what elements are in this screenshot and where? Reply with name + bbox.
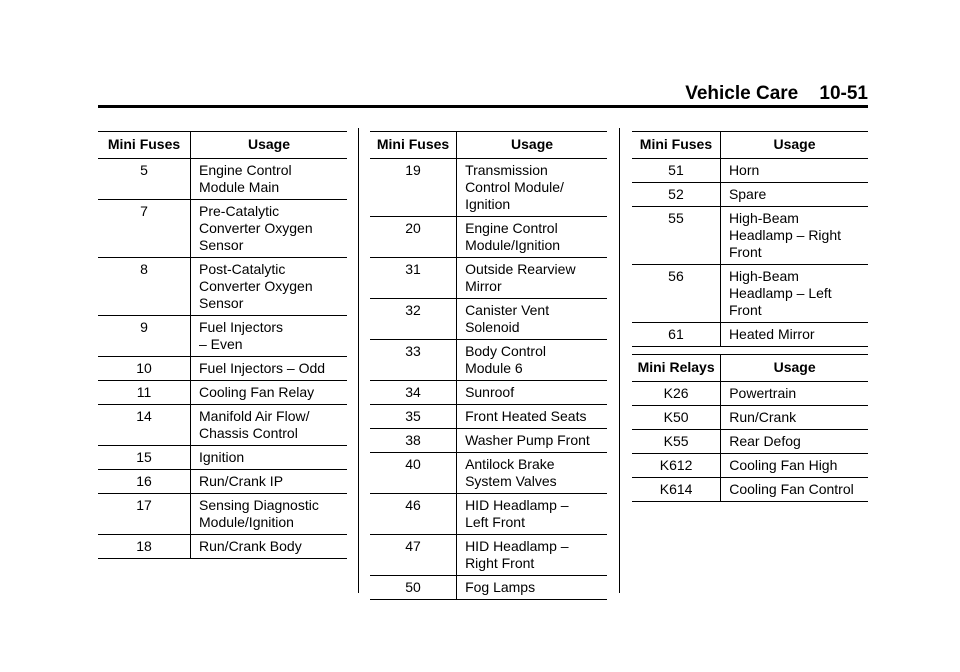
column-header-number: Mini Relays	[632, 355, 721, 382]
fuse-usage	[457, 494, 607, 535]
table-row	[370, 405, 607, 429]
column-header-usage: Usage	[191, 132, 348, 159]
usage-line: Front Heated Seats	[465, 408, 587, 424]
fuse-usage	[191, 494, 348, 535]
usage-line: Powertrain	[729, 385, 797, 401]
column-header-usage: Usage	[721, 355, 868, 382]
fuse-number: 20	[370, 217, 457, 258]
fuse-usage	[191, 446, 348, 470]
fuse-number: K612	[632, 454, 721, 478]
fuse-number: 56	[632, 265, 720, 323]
usage-line: Run/Crank IP	[199, 473, 284, 489]
fuse-usage	[720, 207, 868, 265]
usage-line: HID Headlamp –	[465, 497, 569, 513]
mini-fuses-table-3	[632, 131, 868, 347]
fuse-number: 11	[98, 381, 191, 405]
table-row	[370, 159, 607, 217]
usage-line: Sensing Diagnostic	[199, 497, 319, 513]
fuse-usage	[457, 340, 607, 381]
usage-line: Outside Rearview	[465, 261, 576, 277]
usage-line: System Valves	[465, 473, 557, 489]
usage-line: Front	[728, 244, 762, 260]
fuse-number: K614	[632, 478, 721, 502]
fuse-number: 32	[370, 299, 457, 340]
fuse-usage	[721, 430, 868, 454]
column-header-usage: Usage	[720, 132, 868, 159]
fuse-usage	[191, 357, 348, 381]
fuse-number: 8	[98, 258, 191, 316]
fuse-usage	[191, 159, 348, 200]
column-header-number: Mini Fuses	[370, 132, 457, 159]
fuse-usage	[720, 265, 868, 323]
fuse-number: 31	[370, 258, 457, 299]
usage-line: Mirror	[465, 278, 502, 294]
usage-line: Transmission	[465, 162, 548, 178]
fuse-number: 16	[98, 470, 191, 494]
usage-line: HID Headlamp –	[465, 538, 569, 554]
fuse-usage	[457, 429, 607, 453]
usage-line: Canister Vent	[465, 302, 550, 318]
fuse-usage	[720, 323, 868, 347]
fuse-number: 40	[370, 453, 457, 494]
usage-line: Antilock Brake	[465, 456, 555, 472]
table-header-row	[632, 355, 868, 382]
fuse-number: 51	[632, 159, 720, 183]
table-row	[98, 535, 347, 559]
table-header-row	[632, 132, 868, 159]
column-divider-2	[619, 128, 620, 593]
usage-line: Module 6	[465, 360, 523, 376]
fuse-usage	[457, 405, 607, 429]
column-header-usage: Usage	[457, 132, 607, 159]
table-row	[370, 494, 607, 535]
table-row	[632, 478, 868, 502]
column-header-number: Mini Fuses	[632, 132, 720, 159]
column-header-number: Mini Fuses	[98, 132, 191, 159]
fuse-number: 17	[98, 494, 191, 535]
usage-line: Ignition	[199, 449, 245, 465]
usage-line: Module/Ignition	[199, 514, 294, 530]
table-row	[632, 323, 868, 347]
usage-line: Sensor	[199, 237, 244, 253]
fuse-number: 61	[632, 323, 720, 347]
usage-line: Pre-Catalytic	[199, 203, 280, 219]
fuse-number: 15	[98, 446, 191, 470]
fuse-usage	[457, 217, 607, 258]
table-row	[98, 159, 347, 200]
fuse-usage	[191, 535, 348, 559]
mini-fuses-table-2	[370, 131, 607, 600]
usage-line: Cooling Fan High	[729, 457, 838, 473]
table-row	[370, 429, 607, 453]
fuse-number: 52	[632, 183, 720, 207]
table-row	[632, 406, 868, 430]
fuse-usage	[191, 470, 348, 494]
usage-line: Converter Oxygen	[199, 220, 313, 236]
table-row	[370, 453, 607, 494]
fuse-usage	[457, 453, 607, 494]
usage-line: Engine Control	[199, 162, 292, 178]
fuse-number: 34	[370, 381, 457, 405]
fuse-usage	[191, 405, 348, 446]
usage-line: Fuel Injectors	[199, 319, 284, 335]
usage-line: High-Beam	[728, 268, 799, 284]
table-row	[98, 470, 347, 494]
table-row	[370, 217, 607, 258]
usage-line: Control Module/	[465, 179, 564, 195]
header-title	[685, 83, 868, 105]
usage-line: Fuel Injectors – Odd	[199, 360, 326, 376]
fuse-usage	[720, 159, 868, 183]
usage-line: Headlamp – Left	[728, 285, 832, 301]
page-number: 10-51	[819, 83, 868, 104]
usage-line: Sunroof	[465, 384, 515, 400]
table-row	[370, 258, 607, 299]
usage-line: Fog Lamps	[465, 579, 536, 595]
usage-line: Module/Ignition	[465, 237, 561, 253]
usage-line: Ignition	[465, 196, 511, 212]
usage-line: Left Front	[465, 514, 525, 530]
usage-line: Washer Pump Front	[465, 432, 590, 448]
usage-line: Manifold Air Flow/	[199, 408, 310, 424]
table-row	[98, 446, 347, 470]
usage-line: Module Main	[199, 179, 280, 195]
fuse-number: 7	[98, 200, 191, 258]
table-header-row	[98, 132, 347, 159]
usage-line: Right Front	[465, 555, 535, 571]
table-row	[370, 340, 607, 381]
table-row	[98, 200, 347, 258]
usage-line: Engine Control	[465, 220, 558, 236]
usage-line: Heated Mirror	[728, 326, 815, 342]
table-row	[370, 576, 607, 600]
usage-line: Sensor	[199, 295, 244, 311]
usage-line: Horn	[728, 162, 760, 178]
table-row	[632, 183, 868, 207]
table-row	[98, 405, 347, 446]
usage-line: Run/Crank Body	[199, 538, 302, 554]
fuse-number: 10	[98, 357, 191, 381]
usage-line: Front	[728, 302, 762, 318]
usage-line: Post-Catalytic	[199, 261, 286, 277]
table-row	[370, 535, 607, 576]
usage-line: High-Beam	[728, 210, 799, 226]
fuse-number: K26	[632, 382, 721, 406]
usage-line: Chassis Control	[199, 425, 298, 441]
fuse-usage	[191, 381, 348, 405]
section-title: Vehicle Care	[685, 83, 799, 104]
usage-line: Run/Crank	[729, 409, 797, 425]
table-row	[98, 494, 347, 535]
fuse-usage	[720, 183, 868, 207]
fuse-number: 9	[98, 316, 191, 357]
usage-line: Solenoid	[465, 319, 520, 335]
fuse-usage	[721, 406, 868, 430]
fuse-usage	[457, 299, 607, 340]
usage-line: Cooling Fan Control	[729, 481, 854, 497]
header-rule	[98, 105, 868, 108]
fuse-usage	[191, 200, 348, 258]
fuse-number: 55	[632, 207, 720, 265]
fuse-usage	[721, 478, 868, 502]
fuse-usage	[721, 454, 868, 478]
fuse-number: K55	[632, 430, 721, 454]
fuse-number: 46	[370, 494, 457, 535]
mini-fuses-table-1	[98, 131, 347, 559]
usage-line: Converter Oxygen	[199, 278, 313, 294]
table-row	[370, 381, 607, 405]
table-row	[632, 159, 868, 183]
table-row	[632, 454, 868, 478]
fuse-usage	[457, 535, 607, 576]
fuse-usage	[191, 258, 348, 316]
table-row	[632, 265, 868, 323]
fuse-number: 50	[370, 576, 457, 600]
fuse-number: 33	[370, 340, 457, 381]
fuse-number: 18	[98, 535, 191, 559]
table-row	[632, 207, 868, 265]
fuse-number: 19	[370, 159, 457, 217]
table-row	[98, 258, 347, 316]
table-header-row	[370, 132, 607, 159]
usage-line: Body Control	[465, 343, 546, 359]
usage-line: Spare	[728, 186, 767, 202]
fuse-number: 14	[98, 405, 191, 446]
column-divider-1	[358, 128, 359, 593]
fuse-usage	[457, 159, 607, 217]
fuse-usage	[721, 382, 868, 406]
usage-line: Rear Defog	[729, 433, 801, 449]
fuse-number: 47	[370, 535, 457, 576]
fuse-number: 38	[370, 429, 457, 453]
table-row	[632, 430, 868, 454]
usage-line: Headlamp – Right	[728, 227, 841, 243]
fuse-usage	[457, 258, 607, 299]
table-row	[370, 299, 607, 340]
fuse-usage	[191, 316, 348, 357]
usage-line: Cooling Fan Relay	[199, 384, 315, 400]
mini-relays-table	[632, 354, 868, 502]
fuse-number: K50	[632, 406, 721, 430]
fuse-usage	[457, 381, 607, 405]
fuse-number: 5	[98, 159, 191, 200]
usage-line: – Even	[199, 336, 243, 352]
fuse-usage	[457, 576, 607, 600]
fuse-number: 35	[370, 405, 457, 429]
table-row	[98, 381, 347, 405]
table-row	[98, 316, 347, 357]
table-row	[98, 357, 347, 381]
table-row	[632, 382, 868, 406]
